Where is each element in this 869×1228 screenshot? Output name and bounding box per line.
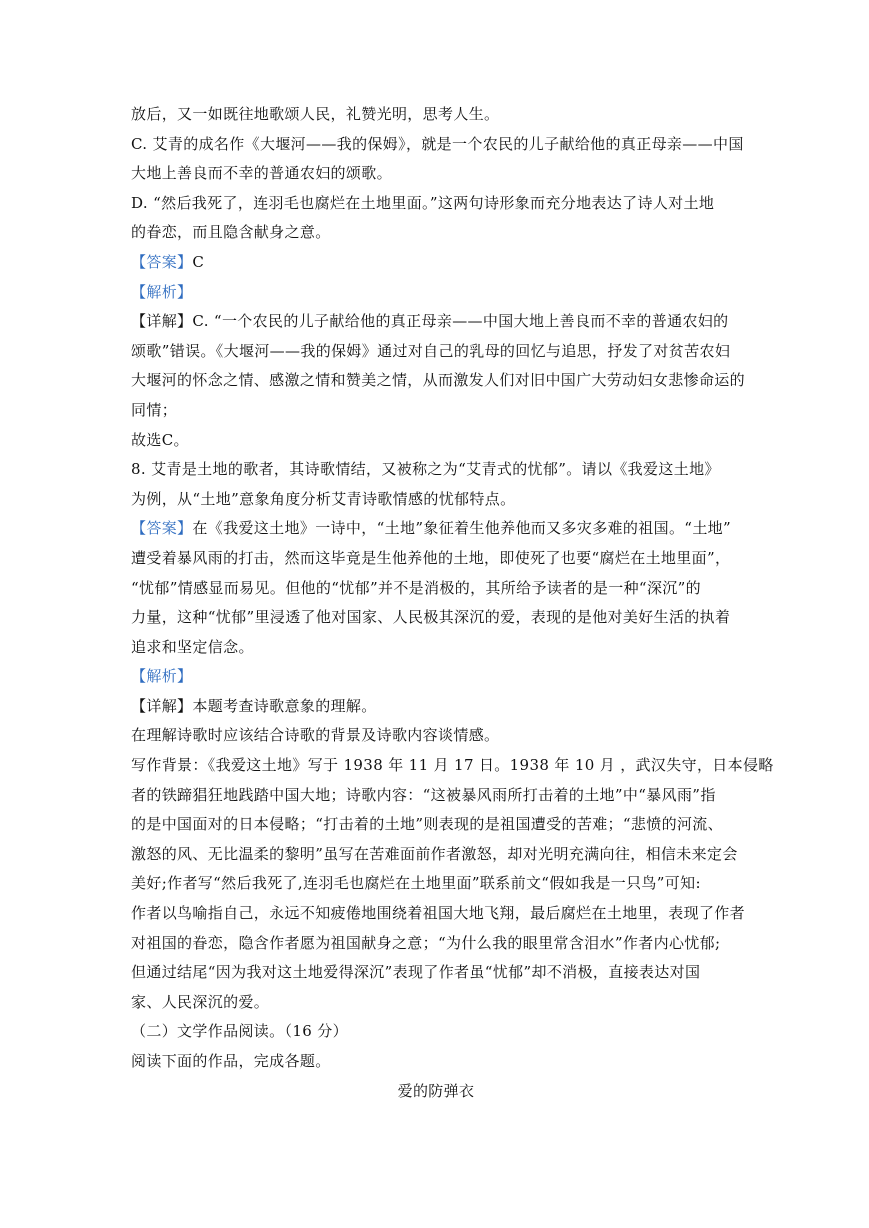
detail-line: 【详解】本题考查诗歌意象的理解。 xyxy=(131,696,377,715)
conclusion-line: 故选C。 xyxy=(131,430,189,449)
detail-line: 的是中国面对的日本侵略；“打击着的土地”则表现的是祖国遭受的苦难；“悲愤的河流、 xyxy=(131,815,724,834)
answer-tag: 【答案】 xyxy=(131,252,193,271)
instruction-line: 阅读下面的作品，完成各题。 xyxy=(131,1052,331,1070)
detail-line: 者的铁蹄猖狂地践踏中国大地；诗歌内容：“这被暴风雨所打击着的土地”中“暴风雨”指 xyxy=(131,785,716,804)
section-heading: （二）文学作品阅读。（16 分） xyxy=(131,1022,348,1041)
detail-line: 家、人民深沉的爱。 xyxy=(131,992,270,1011)
question-8-line-1: 8. 艾青是土地的歌者，其诗歌情结，又被称之为“艾青式的忧郁”。请以《我爱这土地》 xyxy=(131,460,720,479)
detail-line: 同情； xyxy=(131,400,178,419)
detail-line: 美好;作者写“然后我死了,连羽毛也腐烂在土地里面”联系前文“假如我是一只鸟”可知: xyxy=(131,874,701,893)
article-title: 爱的防弹衣 xyxy=(397,1081,475,1100)
answer-text-line: 追求和坚定信念。 xyxy=(131,637,254,656)
option-d-line-1: D. “然后我死了，连羽毛也腐烂在土地里面。”这两句诗形象而充分地表达了诗人对土地 xyxy=(131,193,715,212)
detail-line: 对祖国的眷恋，隐含作者愿为祖国献身之意；“为什么我的眼里常含泪水”作者内心忧郁; xyxy=(131,933,721,952)
option-c-line-2: 大地上善良而不幸的普通农妇的颂歌。 xyxy=(131,164,392,183)
detail-line: 在理解诗歌时应该结合诗歌的背景及诗歌内容谈情感。 xyxy=(131,726,500,745)
answer-text-line: “忧郁”情感显而易见。但他的“忧郁”并不是消极的，其所给予读者的是一种“深沉”的 xyxy=(131,578,702,597)
document-body xyxy=(131,100,774,1106)
text-line: 放后，又一如既往地歌颂人民，礼赞光明，思考人生。 xyxy=(131,105,500,123)
option-d-line-2: 的眷恋，而且隐含献身之意。 xyxy=(131,223,331,242)
analysis-line xyxy=(131,278,741,308)
detail-line: 但通过结尾“因为我对这土地爱得深沉”表现了作者虽“忧郁”却不消极，直接表达对国 xyxy=(131,963,701,982)
answer-text-line: 力量，这种“忧郁”里浸透了他对国家、人民极其深沉的爱，表现的是他对美好生活的执着 xyxy=(131,608,731,627)
option-c-line-1: C. 艾青的成名作《大堰河——我的保姆》，就是一个农民的儿子献给他的真正母亲——中国 xyxy=(131,134,744,153)
analysis-line xyxy=(131,662,741,692)
detail-line: 【详解】C. “一个农民的儿子献给他的真正母亲——中国大地上善良而不幸的普通农妇的 xyxy=(131,312,729,331)
detail-line: 颂歌”错误。《大堰河——我的保姆》通过对自己的乳母的回忆与追思，抒发了对贫苦农妇 xyxy=(131,341,731,360)
detail-line: 大堰河的怀念之情、感激之情和赞美之情，从而激发人们对旧中国广大劳动妇女悲惨命运的 xyxy=(131,371,746,390)
detail-line: 写作背景：《我爱这土地》写于 1938 年 11 月 17 日。1938 年 10 月 ，武汉失守，日本侵略 xyxy=(131,756,774,775)
detail-line: 作者以鸟喻指自己，永远不知疲倦地围绕着祖国大地飞翔，最后腐烂在土地里，表现了作者 xyxy=(131,904,746,923)
answer-line: 【答案】在《我爱这土地》一诗中，“土地”象征着生他养他而又多灾多难的祖国。“土地” xyxy=(131,519,732,538)
answer-line: 【答案】C xyxy=(131,252,205,271)
answer-text-line: 遭受着暴风雨的打击，然而这毕竟是生他养他的土地，即使死了也要“腐烂在土地里面”， xyxy=(131,548,731,567)
analysis-tag: 【解析】 xyxy=(131,667,193,686)
question-8-line-2: 为例，从“土地”意象角度分析艾青诗歌情感的忧郁特点。 xyxy=(131,489,516,508)
answer-tag: 【答案】 xyxy=(131,519,193,538)
detail-line: 激怒的风、无比温柔的黎明”虽写在苦难面前作者激怒，却对光明充满向往，相信未来定会 xyxy=(131,844,738,863)
analysis-tag: 【解析】 xyxy=(131,282,193,301)
